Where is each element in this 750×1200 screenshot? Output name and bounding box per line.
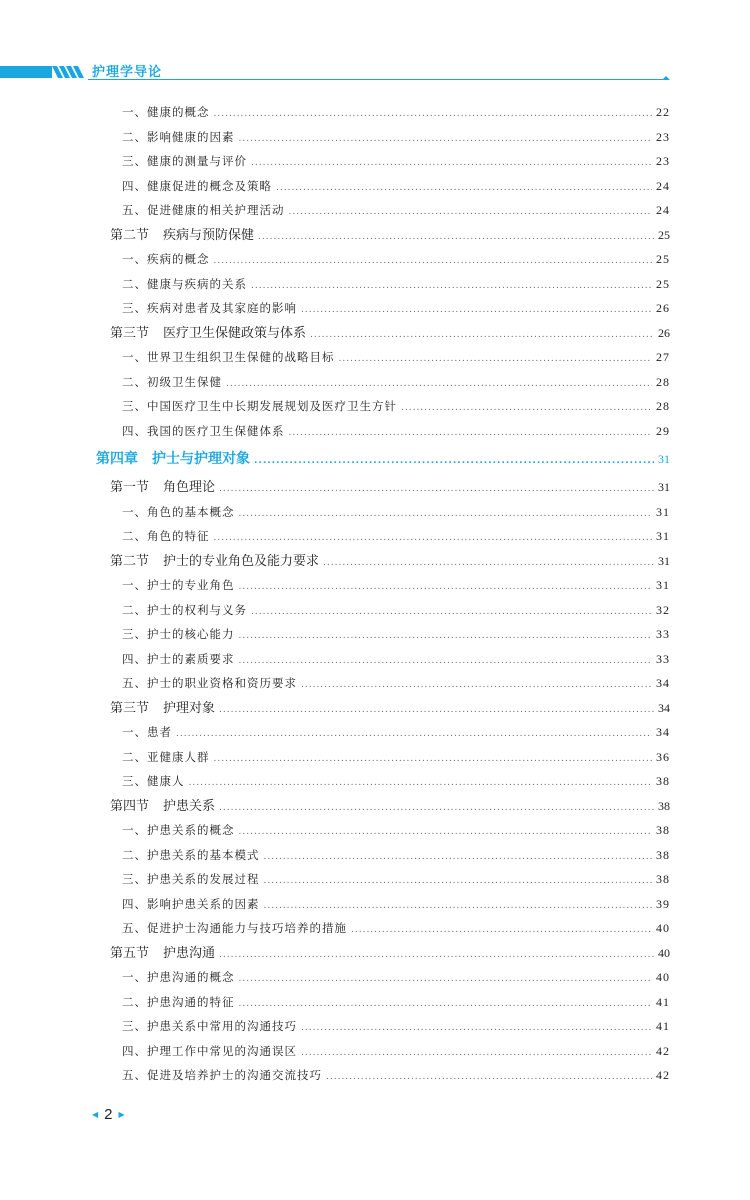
toc-entry-text: 三、疾病对患者及其家庭的影响 <box>122 301 297 315</box>
toc-entry-page: 25 <box>656 252 670 266</box>
toc-entry-sub[interactable] <box>96 1063 670 1088</box>
toc-entry-label: 第四章 <box>96 451 138 467</box>
toc-entry-sub[interactable] <box>96 125 670 150</box>
toc-entry-title <box>110 224 254 249</box>
toc-entry-text: 一、角色的基本概念 <box>122 504 235 519</box>
toc-entry-section[interactable] <box>96 475 670 500</box>
dot-leader <box>301 298 652 323</box>
dot-leader <box>251 274 652 299</box>
toc-entry-page: 27 <box>656 350 670 364</box>
toc-entry-page: 23 <box>656 129 670 144</box>
toc-entry-title <box>122 745 210 770</box>
toc-entry-title <box>122 622 235 647</box>
dot-leader <box>239 502 653 527</box>
dot-leader <box>219 943 654 968</box>
toc-entry-sub[interactable] <box>96 1014 670 1039</box>
dot-leader <box>239 624 653 649</box>
toc-entry-page: 42 <box>656 1068 670 1082</box>
dot-leader <box>351 918 652 943</box>
toc-entry-page: 41 <box>656 994 670 1009</box>
toc-entry-text: 四、影响护患关系的因素 <box>122 896 260 911</box>
toc-entry-page: 31 <box>656 504 670 519</box>
header-rule <box>88 79 666 80</box>
toc-entry-title <box>122 500 235 525</box>
toc-entry-text: 三、护患关系中常用的沟通技巧 <box>122 1019 297 1033</box>
toc-entry-page: 23 <box>656 154 670 168</box>
toc-entry-label: 第二节 <box>110 227 150 243</box>
toc-entry-page: 38 <box>658 798 670 813</box>
toc-entry-sub[interactable] <box>96 247 670 272</box>
toc-entry-page: 32 <box>656 602 670 617</box>
toc-entry-sub[interactable] <box>96 272 670 297</box>
toc-entry-text: 五、促进健康的相关护理活动 <box>122 203 285 217</box>
toc-entry-label: 第三节 <box>110 325 150 341</box>
dot-leader <box>214 102 653 127</box>
dot-leader <box>214 747 653 772</box>
toc-entry-title <box>110 322 306 347</box>
toc-entry-text: 角色理论 <box>163 480 216 495</box>
toc-entry-sub[interactable] <box>96 720 670 745</box>
toc-entry-title <box>122 892 260 917</box>
toc-entry-title <box>122 671 297 696</box>
toc-entry-page: 34 <box>658 700 670 715</box>
toc-entry-text: 三、健康的测量与评价 <box>122 154 247 168</box>
toc-entry-text: 一、护士的专业角色 <box>122 578 235 592</box>
toc-entry-page: 28 <box>656 374 670 389</box>
book-title: 护理学导论 <box>92 65 163 80</box>
dot-leader <box>289 200 653 225</box>
dot-leader <box>326 1065 652 1090</box>
toc-entry-page: 25 <box>656 276 670 291</box>
dot-leader <box>239 967 653 992</box>
toc-entry-sub[interactable] <box>96 892 670 917</box>
toc-entry-title <box>122 647 235 672</box>
toc-entry-sub[interactable] <box>96 843 670 868</box>
toc-entry-text: 医疗卫生保健政策与体系 <box>163 325 307 341</box>
toc-entry-text: 二、影响健康的因素 <box>122 129 235 144</box>
toc-entry-page: 26 <box>658 325 670 340</box>
dot-leader <box>254 446 654 476</box>
toc-entry-sub[interactable] <box>96 345 670 370</box>
toc-entry-section[interactable] <box>96 696 670 721</box>
header-stripes-icon <box>52 66 86 78</box>
toc-entry-text: 护士与护理对象 <box>152 451 250 467</box>
toc-entry-page: 24 <box>656 178 670 193</box>
toc-entry-page: 34 <box>656 725 670 739</box>
dot-leader <box>226 372 652 397</box>
toc-entry-sub[interactable] <box>96 394 670 419</box>
toc-entry-page: 31 <box>656 578 670 592</box>
dot-leader <box>239 649 653 674</box>
toc-entry-section[interactable] <box>96 549 670 574</box>
toc-entry-sub[interactable] <box>96 916 670 941</box>
toc-entry-text: 护士的专业角色及能力要求 <box>163 553 320 569</box>
toc-entry-sub[interactable] <box>96 296 670 321</box>
toc-entry-sub[interactable] <box>96 370 670 395</box>
toc-entry-text: 五、促进护士沟通能力与技巧培养的措施 <box>122 921 347 935</box>
dot-leader <box>401 396 652 421</box>
toc-entry-title <box>122 965 235 990</box>
dot-leader <box>214 526 653 551</box>
toc-entry-text: 二、角色的特征 <box>122 529 210 543</box>
toc-entry-title <box>122 1014 297 1039</box>
toc-entry-text: 一、健康的概念 <box>122 105 210 119</box>
dot-leader <box>301 1041 652 1066</box>
toc-entry-text: 护患沟通 <box>163 945 216 961</box>
toc-entry-text: 二、护士的权利与义务 <box>122 602 247 617</box>
toc-entry-title <box>122 370 222 395</box>
toc-entry-sub[interactable] <box>96 149 670 174</box>
toc-entry-page: 39 <box>656 896 670 911</box>
toc-entry-page: 42 <box>656 1043 670 1058</box>
toc-entry-sub[interactable] <box>96 818 670 843</box>
toc-entry-sub[interactable] <box>96 867 670 892</box>
dot-leader <box>289 421 653 446</box>
dot-leader <box>251 151 652 176</box>
toc-entry-title <box>122 198 285 223</box>
toc-entry-section[interactable] <box>96 321 670 346</box>
header-rule-tip-icon <box>662 76 670 80</box>
toc-entry-title <box>122 990 235 1015</box>
dot-leader <box>219 796 654 821</box>
page-number: 2 <box>104 1105 113 1123</box>
toc-entry-label: 第一节 <box>110 480 150 495</box>
toc-entry-sub[interactable] <box>96 671 670 696</box>
toc-entry-title <box>122 769 185 794</box>
header-bar <box>0 66 52 78</box>
dot-leader <box>239 820 653 845</box>
toc-entry-page: 36 <box>656 749 670 764</box>
toc-entry-sub[interactable] <box>96 100 670 125</box>
toc-entry-sub[interactable] <box>96 419 670 444</box>
toc-entry-sub[interactable] <box>96 965 670 990</box>
toc-entry-title <box>122 598 247 623</box>
left-triangle-icon: ◀ <box>92 1109 99 1119</box>
toc-entry-page: 38 <box>656 823 670 837</box>
toc-entry-page: 40 <box>658 945 670 960</box>
toc-entry-title <box>122 100 210 125</box>
toc-entry-title <box>122 524 210 549</box>
toc-entry-page: 33 <box>656 627 670 641</box>
dot-leader <box>219 477 654 502</box>
toc-entry-page: 33 <box>656 651 670 666</box>
toc-entry-title <box>122 1039 297 1064</box>
toc-entry-label: 第三节 <box>110 700 150 716</box>
toc-entry-text: 三、健康人 <box>122 774 185 788</box>
toc-entry-page: 38 <box>656 774 670 788</box>
toc-entry-sub[interactable] <box>96 1039 670 1064</box>
toc-entry-text: 疾病与预防保健 <box>163 227 255 243</box>
toc-entry-title <box>122 1063 322 1088</box>
toc-entry-title <box>110 476 215 501</box>
toc-entry-title <box>110 795 215 820</box>
dot-leader <box>323 551 654 576</box>
toc-entry-text: 二、亚健康人群 <box>122 749 210 764</box>
toc-entry-text: 护患关系 <box>163 798 216 814</box>
toc-entry-page: 38 <box>656 872 670 886</box>
toc-entry-sub[interactable] <box>96 647 670 672</box>
dot-leader <box>239 575 653 600</box>
toc-entry-text: 一、疾病的概念 <box>122 252 210 266</box>
toc-entry-label: 第二节 <box>110 553 150 569</box>
toc-entry-page: 31 <box>656 529 670 543</box>
toc-entry-title <box>110 550 319 575</box>
toc-entry-sub[interactable] <box>96 573 670 598</box>
page-footer <box>92 1104 125 1124</box>
toc-entry-title <box>96 444 250 474</box>
dot-leader <box>301 673 652 698</box>
toc-entry-sub[interactable] <box>96 598 670 623</box>
toc-entry-text: 二、护患沟通的特征 <box>122 994 235 1009</box>
toc-entry-title <box>122 149 247 174</box>
toc-entry-title <box>122 916 347 941</box>
toc-entry-section[interactable] <box>96 223 670 248</box>
toc-entry-sub[interactable] <box>96 745 670 770</box>
toc-entry-page: 40 <box>656 921 670 935</box>
toc-entry-title <box>110 942 215 967</box>
toc-entry-section[interactable] <box>96 794 670 819</box>
toc-entry-chapter[interactable] <box>96 444 670 474</box>
toc-entry-title <box>122 818 235 843</box>
toc-entry-sub[interactable] <box>96 769 670 794</box>
toc-entry-title <box>122 843 260 868</box>
dot-leader <box>258 225 654 250</box>
dot-leader <box>264 845 653 870</box>
toc-entry-page: 29 <box>656 423 670 438</box>
toc-entry-text: 一、患者 <box>122 725 172 739</box>
toc-entry-title <box>122 345 335 370</box>
toc-entry-title <box>110 697 215 722</box>
toc-entry-page: 24 <box>656 203 670 217</box>
toc-entry-sub[interactable] <box>96 174 670 199</box>
running-header <box>0 60 750 82</box>
toc-entry-title <box>122 394 397 419</box>
toc-entry-page: 25 <box>658 227 670 242</box>
toc-entry-text: 一、护患关系的概念 <box>122 823 235 837</box>
toc-entry-label: 第四节 <box>110 798 150 814</box>
toc-entry-page: 40 <box>656 970 670 984</box>
dot-leader <box>276 176 652 201</box>
toc-entry-text: 三、护士的核心能力 <box>122 627 235 641</box>
toc-entry-sub[interactable] <box>96 524 670 549</box>
toc-entry-sub[interactable] <box>96 990 670 1015</box>
toc-entry-text: 四、护士的素质要求 <box>122 651 235 666</box>
toc-entry-text: 二、健康与疾病的关系 <box>122 276 247 291</box>
toc-entry-text: 四、我国的医疗卫生保健体系 <box>122 423 285 438</box>
toc-entry-sub[interactable] <box>96 500 670 525</box>
toc-entry-text: 一、世界卫生组织卫生保健的战略目标 <box>122 350 335 364</box>
toc-entry-label: 第五节 <box>110 945 150 961</box>
dot-leader <box>176 722 652 747</box>
table-of-contents <box>96 100 670 1088</box>
toc-entry-title <box>122 272 247 297</box>
dot-leader <box>310 323 654 348</box>
toc-entry-title <box>122 720 172 745</box>
toc-entry-title <box>122 296 297 321</box>
toc-entry-page: 38 <box>656 847 670 862</box>
toc-entry-text: 四、健康促进的概念及策略 <box>122 178 272 193</box>
toc-entry-title <box>122 419 285 444</box>
toc-entry-text: 二、护患关系的基本模式 <box>122 847 260 862</box>
dot-leader <box>239 992 653 1017</box>
toc-entry-text: 护理对象 <box>163 700 216 716</box>
toc-entry-title <box>122 125 235 150</box>
dot-leader <box>239 127 653 152</box>
toc-entry-text: 五、护士的职业资格和资历要求 <box>122 676 297 690</box>
toc-entry-title <box>122 867 260 892</box>
toc-entry-text: 三、护患关系的发展过程 <box>122 872 260 886</box>
toc-entry-text: 五、促进及培养护士的沟通交流技巧 <box>122 1068 322 1082</box>
dot-leader <box>339 347 653 372</box>
toc-entry-title <box>122 174 272 199</box>
toc-entry-title <box>122 573 235 598</box>
toc-entry-page: 28 <box>656 399 670 413</box>
dot-leader <box>264 894 653 919</box>
toc-entry-page: 31 <box>658 452 670 466</box>
dot-leader <box>301 1016 652 1041</box>
right-triangle-icon: ▶ <box>118 1109 125 1119</box>
dot-leader <box>189 771 653 796</box>
toc-entry-page: 26 <box>656 301 670 315</box>
toc-entry-page: 34 <box>656 676 670 690</box>
toc-entry-page: 31 <box>658 480 670 494</box>
toc-entry-page: 31 <box>658 553 670 568</box>
dot-leader <box>219 698 654 723</box>
toc-entry-text: 二、初级卫生保健 <box>122 374 222 389</box>
toc-entry-page: 41 <box>656 1019 670 1033</box>
toc-entry-text: 四、护理工作中常见的沟通误区 <box>122 1043 297 1058</box>
toc-entry-section[interactable] <box>96 941 670 966</box>
dot-leader <box>264 869 653 894</box>
toc-entry-sub[interactable] <box>96 198 670 223</box>
toc-entry-text: 三、中国医疗卫生中长期发展规划及医疗卫生方针 <box>122 399 397 413</box>
dot-leader <box>214 249 653 274</box>
toc-entry-title <box>122 247 210 272</box>
dot-leader <box>251 600 652 625</box>
toc-entry-page: 22 <box>656 105 670 119</box>
toc-entry-sub[interactable] <box>96 622 670 647</box>
toc-entry-text: 一、护患沟通的概念 <box>122 970 235 984</box>
